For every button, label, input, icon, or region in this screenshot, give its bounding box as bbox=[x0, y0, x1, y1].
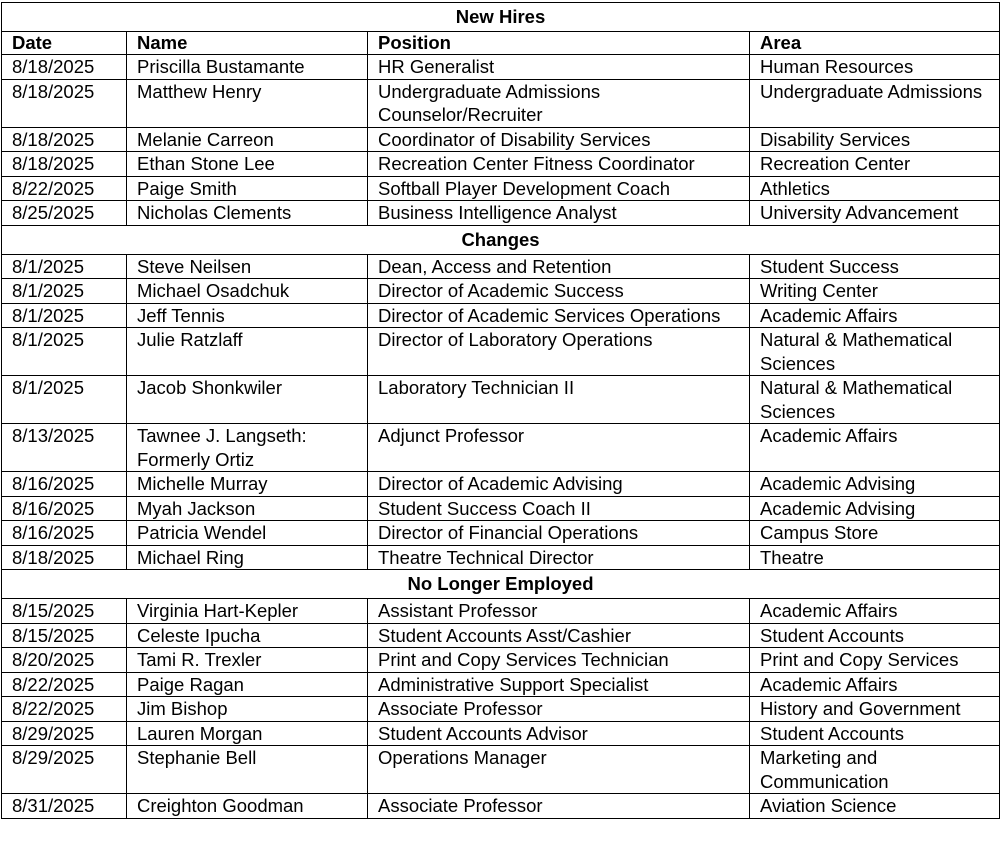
cell-name: Jim Bishop bbox=[127, 697, 368, 722]
cell-date: 8/1/2025 bbox=[2, 328, 127, 376]
cell-area: Marketing and Communication bbox=[750, 746, 1000, 794]
cell-area: Campus Store bbox=[750, 521, 1000, 546]
cell-date: 8/1/2025 bbox=[2, 303, 127, 328]
cell-area: Academic Affairs bbox=[750, 599, 1000, 624]
cell-name: Matthew Henry bbox=[127, 79, 368, 127]
cell-area: Student Accounts bbox=[750, 721, 1000, 746]
table-row bbox=[2, 746, 1000, 794]
cell-name: Michael Osadchuk bbox=[127, 279, 368, 304]
cell-date: 8/31/2025 bbox=[2, 794, 127, 819]
cell-area: Disability Services bbox=[750, 127, 1000, 152]
cell-area: Theatre bbox=[750, 545, 1000, 570]
cell-position: Laboratory Technician II bbox=[368, 376, 750, 424]
cell-position: Associate Professor bbox=[368, 697, 750, 722]
cell-position: Undergraduate Admissions Counselor/Recruiter bbox=[368, 79, 750, 127]
cell-date: 8/1/2025 bbox=[2, 254, 127, 279]
column-header-date: Date bbox=[2, 32, 127, 55]
table-row bbox=[2, 599, 1000, 624]
cell-position: Student Success Coach II bbox=[368, 496, 750, 521]
cell-date: 8/16/2025 bbox=[2, 521, 127, 546]
section-title-row bbox=[2, 3, 1000, 32]
table-row bbox=[2, 79, 1000, 127]
cell-date: 8/13/2025 bbox=[2, 424, 127, 472]
table-row bbox=[2, 472, 1000, 497]
cell-date: 8/18/2025 bbox=[2, 127, 127, 152]
cell-name: Paige Ragan bbox=[127, 672, 368, 697]
cell-area: Undergraduate Admissions bbox=[750, 79, 1000, 127]
cell-date: 8/25/2025 bbox=[2, 201, 127, 226]
cell-area: Academic Advising bbox=[750, 496, 1000, 521]
cell-area: Athletics bbox=[750, 176, 1000, 201]
cell-position: Associate Professor bbox=[368, 794, 750, 819]
cell-date: 8/1/2025 bbox=[2, 376, 127, 424]
cell-date: 8/18/2025 bbox=[2, 79, 127, 127]
section-title: No Longer Employed bbox=[2, 570, 1000, 599]
cell-position: HR Generalist bbox=[368, 55, 750, 80]
cell-date: 8/18/2025 bbox=[2, 545, 127, 570]
cell-position: Director of Financial Operations bbox=[368, 521, 750, 546]
table-row bbox=[2, 721, 1000, 746]
cell-name: Michelle Murray bbox=[127, 472, 368, 497]
section-title: Changes bbox=[2, 225, 1000, 254]
table-row bbox=[2, 648, 1000, 673]
cell-position: Theatre Technical Director bbox=[368, 545, 750, 570]
section-title-row bbox=[2, 570, 1000, 599]
cell-position: Dean, Access and Retention bbox=[368, 254, 750, 279]
cell-position: Business Intelligence Analyst bbox=[368, 201, 750, 226]
cell-area: University Advancement bbox=[750, 201, 1000, 226]
cell-area: Recreation Center bbox=[750, 152, 1000, 177]
cell-date: 8/18/2025 bbox=[2, 152, 127, 177]
cell-date: 8/15/2025 bbox=[2, 623, 127, 648]
table-row bbox=[2, 176, 1000, 201]
cell-area: Academic Affairs bbox=[750, 303, 1000, 328]
section-title-row bbox=[2, 225, 1000, 254]
table-row bbox=[2, 328, 1000, 376]
cell-position: Administrative Support Specialist bbox=[368, 672, 750, 697]
table-row bbox=[2, 794, 1000, 819]
section-title: New Hires bbox=[2, 3, 1000, 32]
column-header-row bbox=[2, 32, 1000, 55]
column-header-position: Position bbox=[368, 32, 750, 55]
cell-area: History and Government bbox=[750, 697, 1000, 722]
cell-area: Natural & Mathematical Sciences bbox=[750, 328, 1000, 376]
cell-position: Softball Player Development Coach bbox=[368, 176, 750, 201]
personnel-table bbox=[1, 2, 1000, 819]
table-row bbox=[2, 201, 1000, 226]
cell-date: 8/29/2025 bbox=[2, 721, 127, 746]
cell-area: Print and Copy Services bbox=[750, 648, 1000, 673]
cell-name: Lauren Morgan bbox=[127, 721, 368, 746]
table-row bbox=[2, 279, 1000, 304]
cell-position: Director of Academic Services Operations bbox=[368, 303, 750, 328]
table-row bbox=[2, 303, 1000, 328]
cell-position: Adjunct Professor bbox=[368, 424, 750, 472]
cell-name: Virginia Hart-Kepler bbox=[127, 599, 368, 624]
table-row bbox=[2, 496, 1000, 521]
cell-name: Myah Jackson bbox=[127, 496, 368, 521]
cell-date: 8/15/2025 bbox=[2, 599, 127, 624]
table-row bbox=[2, 521, 1000, 546]
cell-position: Print and Copy Services Technician bbox=[368, 648, 750, 673]
cell-area: Academic Advising bbox=[750, 472, 1000, 497]
cell-date: 8/22/2025 bbox=[2, 697, 127, 722]
column-header-area: Area bbox=[750, 32, 1000, 55]
cell-area: Aviation Science bbox=[750, 794, 1000, 819]
personnel-table-body bbox=[2, 3, 1000, 819]
table-row bbox=[2, 127, 1000, 152]
cell-area: Academic Affairs bbox=[750, 672, 1000, 697]
cell-name: Patricia Wendel bbox=[127, 521, 368, 546]
cell-name: Paige Smith bbox=[127, 176, 368, 201]
cell-position: Operations Manager bbox=[368, 746, 750, 794]
cell-date: 8/22/2025 bbox=[2, 176, 127, 201]
cell-name: Tawnee J. Langseth: Formerly Ortiz bbox=[127, 424, 368, 472]
cell-position: Coordinator of Disability Services bbox=[368, 127, 750, 152]
table-row bbox=[2, 623, 1000, 648]
cell-name: Stephanie Bell bbox=[127, 746, 368, 794]
cell-position: Student Accounts Asst/Cashier bbox=[368, 623, 750, 648]
cell-name: Jacob Shonkwiler bbox=[127, 376, 368, 424]
cell-area: Student Success bbox=[750, 254, 1000, 279]
cell-name: Michael Ring bbox=[127, 545, 368, 570]
cell-date: 8/1/2025 bbox=[2, 279, 127, 304]
cell-date: 8/22/2025 bbox=[2, 672, 127, 697]
column-header-name: Name bbox=[127, 32, 368, 55]
cell-area: Natural & Mathematical Sciences bbox=[750, 376, 1000, 424]
cell-position: Assistant Professor bbox=[368, 599, 750, 624]
cell-area: Human Resources bbox=[750, 55, 1000, 80]
cell-date: 8/16/2025 bbox=[2, 472, 127, 497]
cell-area: Writing Center bbox=[750, 279, 1000, 304]
cell-area: Student Accounts bbox=[750, 623, 1000, 648]
table-row bbox=[2, 55, 1000, 80]
cell-name: Steve Neilsen bbox=[127, 254, 368, 279]
cell-name: Melanie Carreon bbox=[127, 127, 368, 152]
cell-date: 8/20/2025 bbox=[2, 648, 127, 673]
table-row bbox=[2, 424, 1000, 472]
cell-position: Director of Academic Advising bbox=[368, 472, 750, 497]
cell-name: Celeste Ipucha bbox=[127, 623, 368, 648]
cell-position: Recreation Center Fitness Coordinator bbox=[368, 152, 750, 177]
table-row bbox=[2, 152, 1000, 177]
table-row bbox=[2, 376, 1000, 424]
cell-position: Student Accounts Advisor bbox=[368, 721, 750, 746]
table-row bbox=[2, 697, 1000, 722]
cell-name: Nicholas Clements bbox=[127, 201, 368, 226]
cell-name: Creighton Goodman bbox=[127, 794, 368, 819]
cell-name: Tami R. Trexler bbox=[127, 648, 368, 673]
cell-name: Priscilla Bustamante bbox=[127, 55, 368, 80]
cell-position: Director of Academic Success bbox=[368, 279, 750, 304]
table-row bbox=[2, 545, 1000, 570]
table-row bbox=[2, 254, 1000, 279]
cell-name: Julie Ratzlaff bbox=[127, 328, 368, 376]
cell-area: Academic Affairs bbox=[750, 424, 1000, 472]
cell-date: 8/16/2025 bbox=[2, 496, 127, 521]
table-row bbox=[2, 672, 1000, 697]
cell-name: Ethan Stone Lee bbox=[127, 152, 368, 177]
cell-date: 8/29/2025 bbox=[2, 746, 127, 794]
cell-date: 8/18/2025 bbox=[2, 55, 127, 80]
cell-position: Director of Laboratory Operations bbox=[368, 328, 750, 376]
cell-name: Jeff Tennis bbox=[127, 303, 368, 328]
